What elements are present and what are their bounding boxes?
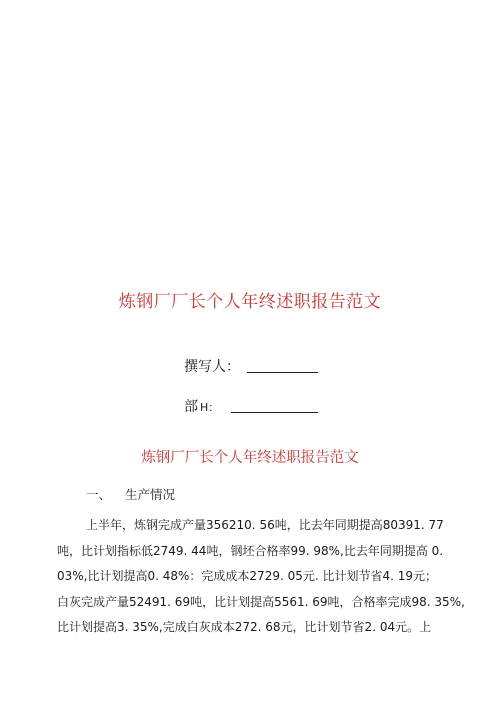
paragraph-line: 上半年，炼钢完成产量356210. 56吨，比去年同期提高80391. 77 [86, 518, 444, 532]
cover-title: 炼钢厂厂长个人年终述职报告范文 [118, 292, 382, 312]
department-blank-line [231, 412, 318, 413]
section-number: 一、 [86, 487, 112, 502]
author-blank-line [247, 372, 318, 373]
department-label-suffix: H： [200, 401, 220, 414]
body-title: 炼钢厂厂长个人年终述职报告范文 [141, 450, 359, 466]
section-title: 生产情况 [125, 487, 176, 502]
author-label: 撰写人： [184, 359, 240, 375]
section-heading [86, 485, 175, 503]
department-label-main: 部 [184, 399, 198, 415]
paragraph-line: 比计划提高3. 35%,完成白灰成本272. 68元，比计划节省2. 04元。上 [57, 620, 432, 634]
paragraph-line: 吨，比计划指标低2749. 44吨，钢坯合格率99. 98%,比去年同期提高 0. [57, 544, 444, 558]
paragraph-line: 03%,比计划提高0. 48%：完成成本2729. 05元. 比计划节省4. 19元； [57, 569, 438, 583]
paragraph-line: 白灰完成产量52491. 69吨，比计划提高5561. 69吨，合格率完成98. 35%, [57, 595, 465, 609]
department-label [184, 396, 219, 416]
